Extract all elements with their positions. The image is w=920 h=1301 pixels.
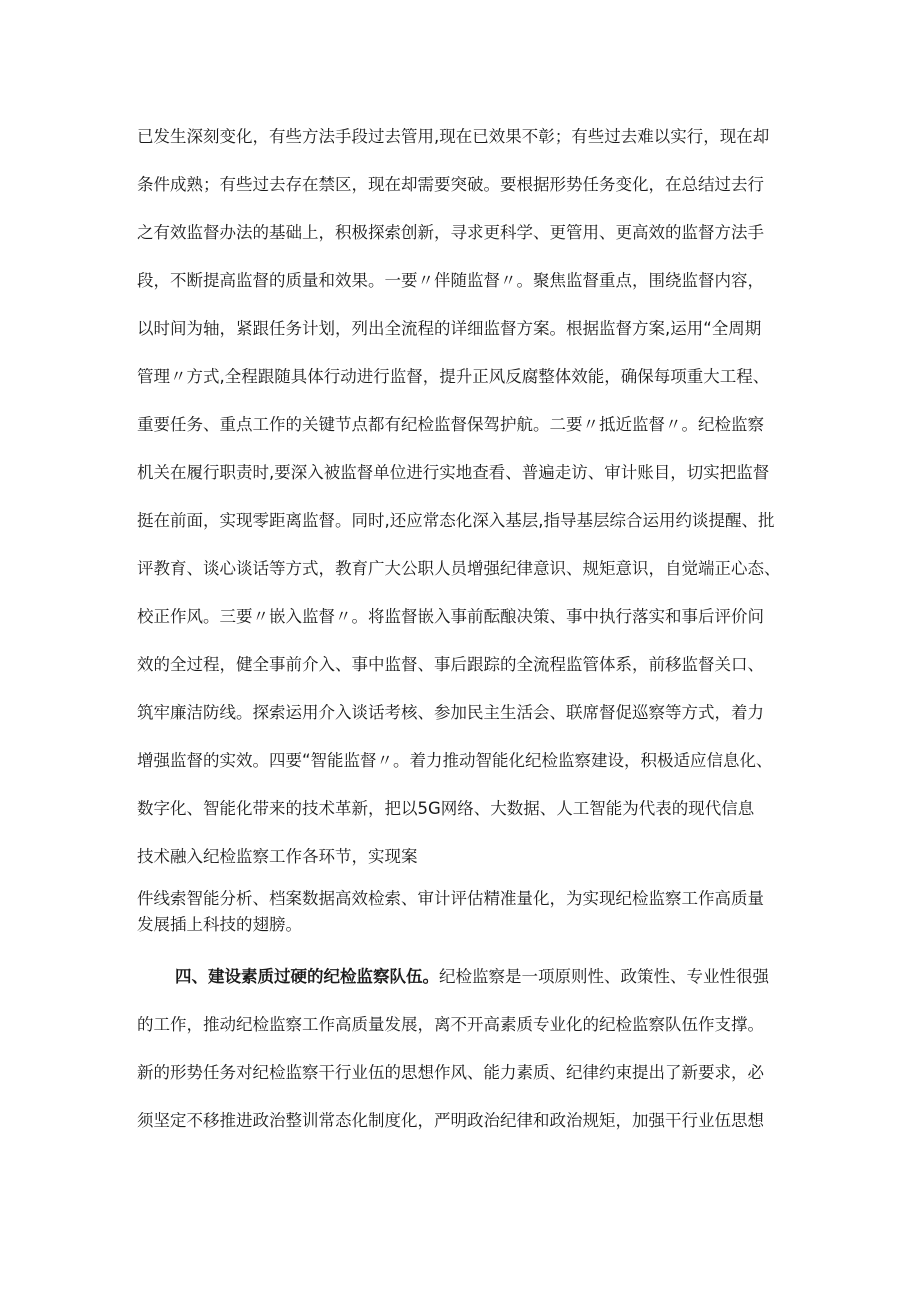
section-heading-line	[175, 966, 797, 988]
section-heading-rest: 纪检监察是一项原则性、政策性、专业性很强	[439, 967, 769, 986]
text-line: 技术融入纪检监察工作各环节，实现案	[137, 847, 418, 866]
section-heading: 四、建设素质过硬的纪检监察队伍。	[175, 967, 439, 986]
text-line: 条件成熟；有些过去存在禁区，现在却需要突破。要根据形势任务变化，在总结过去行	[137, 175, 764, 194]
text-line: 评教育、谈心谈话等方式，教育广大公职人员增强纪律意识、规矩意识，自觉端正心态、	[137, 559, 781, 578]
text-line: 新的形势任务对纪检监察干行业伍的思想作风、能力素质、纪律约束提出了新要求，必	[137, 1063, 764, 1082]
text-line: 效的全过程，健全事前介入、事中监督、事后跟踪的全流程监管体系，前移监督关口、	[137, 655, 764, 674]
text-line: 增强监督的实效。四要“智能监督〃。着力推动智能化纪检监察建设，积极适应信息化、	[137, 751, 773, 770]
text-line: 挺在前面，实现零距离监督。同时,还应常态化深入基层,指导基层综合运用约谈提醒、批	[137, 511, 775, 530]
text-line: 须坚定不移推进政治整训常态化制度化，严明政治纪律和政治规矩，加强干行业伍思想	[137, 1111, 764, 1130]
text-line: 机关在履行职责时,要深入被监督单位进行实地查看、普遍走访、审计账目，切实把监督	[137, 463, 770, 482]
text-line: 筑牢廉洁防线。探索运用介入谈话考核、参加民主生活会、联席督促巡察等方式，着力	[137, 703, 764, 722]
text-line: 重要任务、重点工作的关键节点都有纪检监督保驾护航。二要〃抵近监督〃。纪检监察	[137, 415, 764, 434]
text-line: 以时间为轴，紧跟任务计划，列出全流程的详细监督方案。根据监督方案,运用“全周期	[137, 319, 762, 338]
text-line: 管理〃方式,全程跟随具体行动进行监督，提升正风反腐整体效能，确保每项重大工程、	[137, 367, 770, 386]
text-line: 件线索智能分析、档案数据高效检索、审计评估精准量化，为实现纪检监察工作高质量	[137, 889, 764, 908]
text-line: 的工作，推动纪检监察工作高质量发展，离不开高素质专业化的纪检监察队伍作支撑。	[137, 1015, 764, 1034]
text-line: 数字化、智能化带来的技术革新，把以5G网络、大数据、人工智能为代表的现代信息	[137, 799, 755, 818]
text-line: 段，不断提高监督的质量和效果。一要〃伴随监督〃。聚焦监督重点，围绕监督内容，	[137, 271, 764, 290]
text-line: 发展插上科技的翅膀。	[137, 915, 302, 934]
text-line: 之有效监督办法的基础上，积极探索创新，寻求更科学、更管用、更高效的监督方法手	[137, 223, 764, 242]
text-line: 校正作风。三要〃嵌入监督〃。将监督嵌入事前酝酿决策、事中执行落实和事后评价问	[137, 607, 764, 626]
text-line: 已发生深刻变化，有些方法手段过去管用,现在已效果不彰；有些过去难以实行，现在却	[137, 127, 770, 146]
